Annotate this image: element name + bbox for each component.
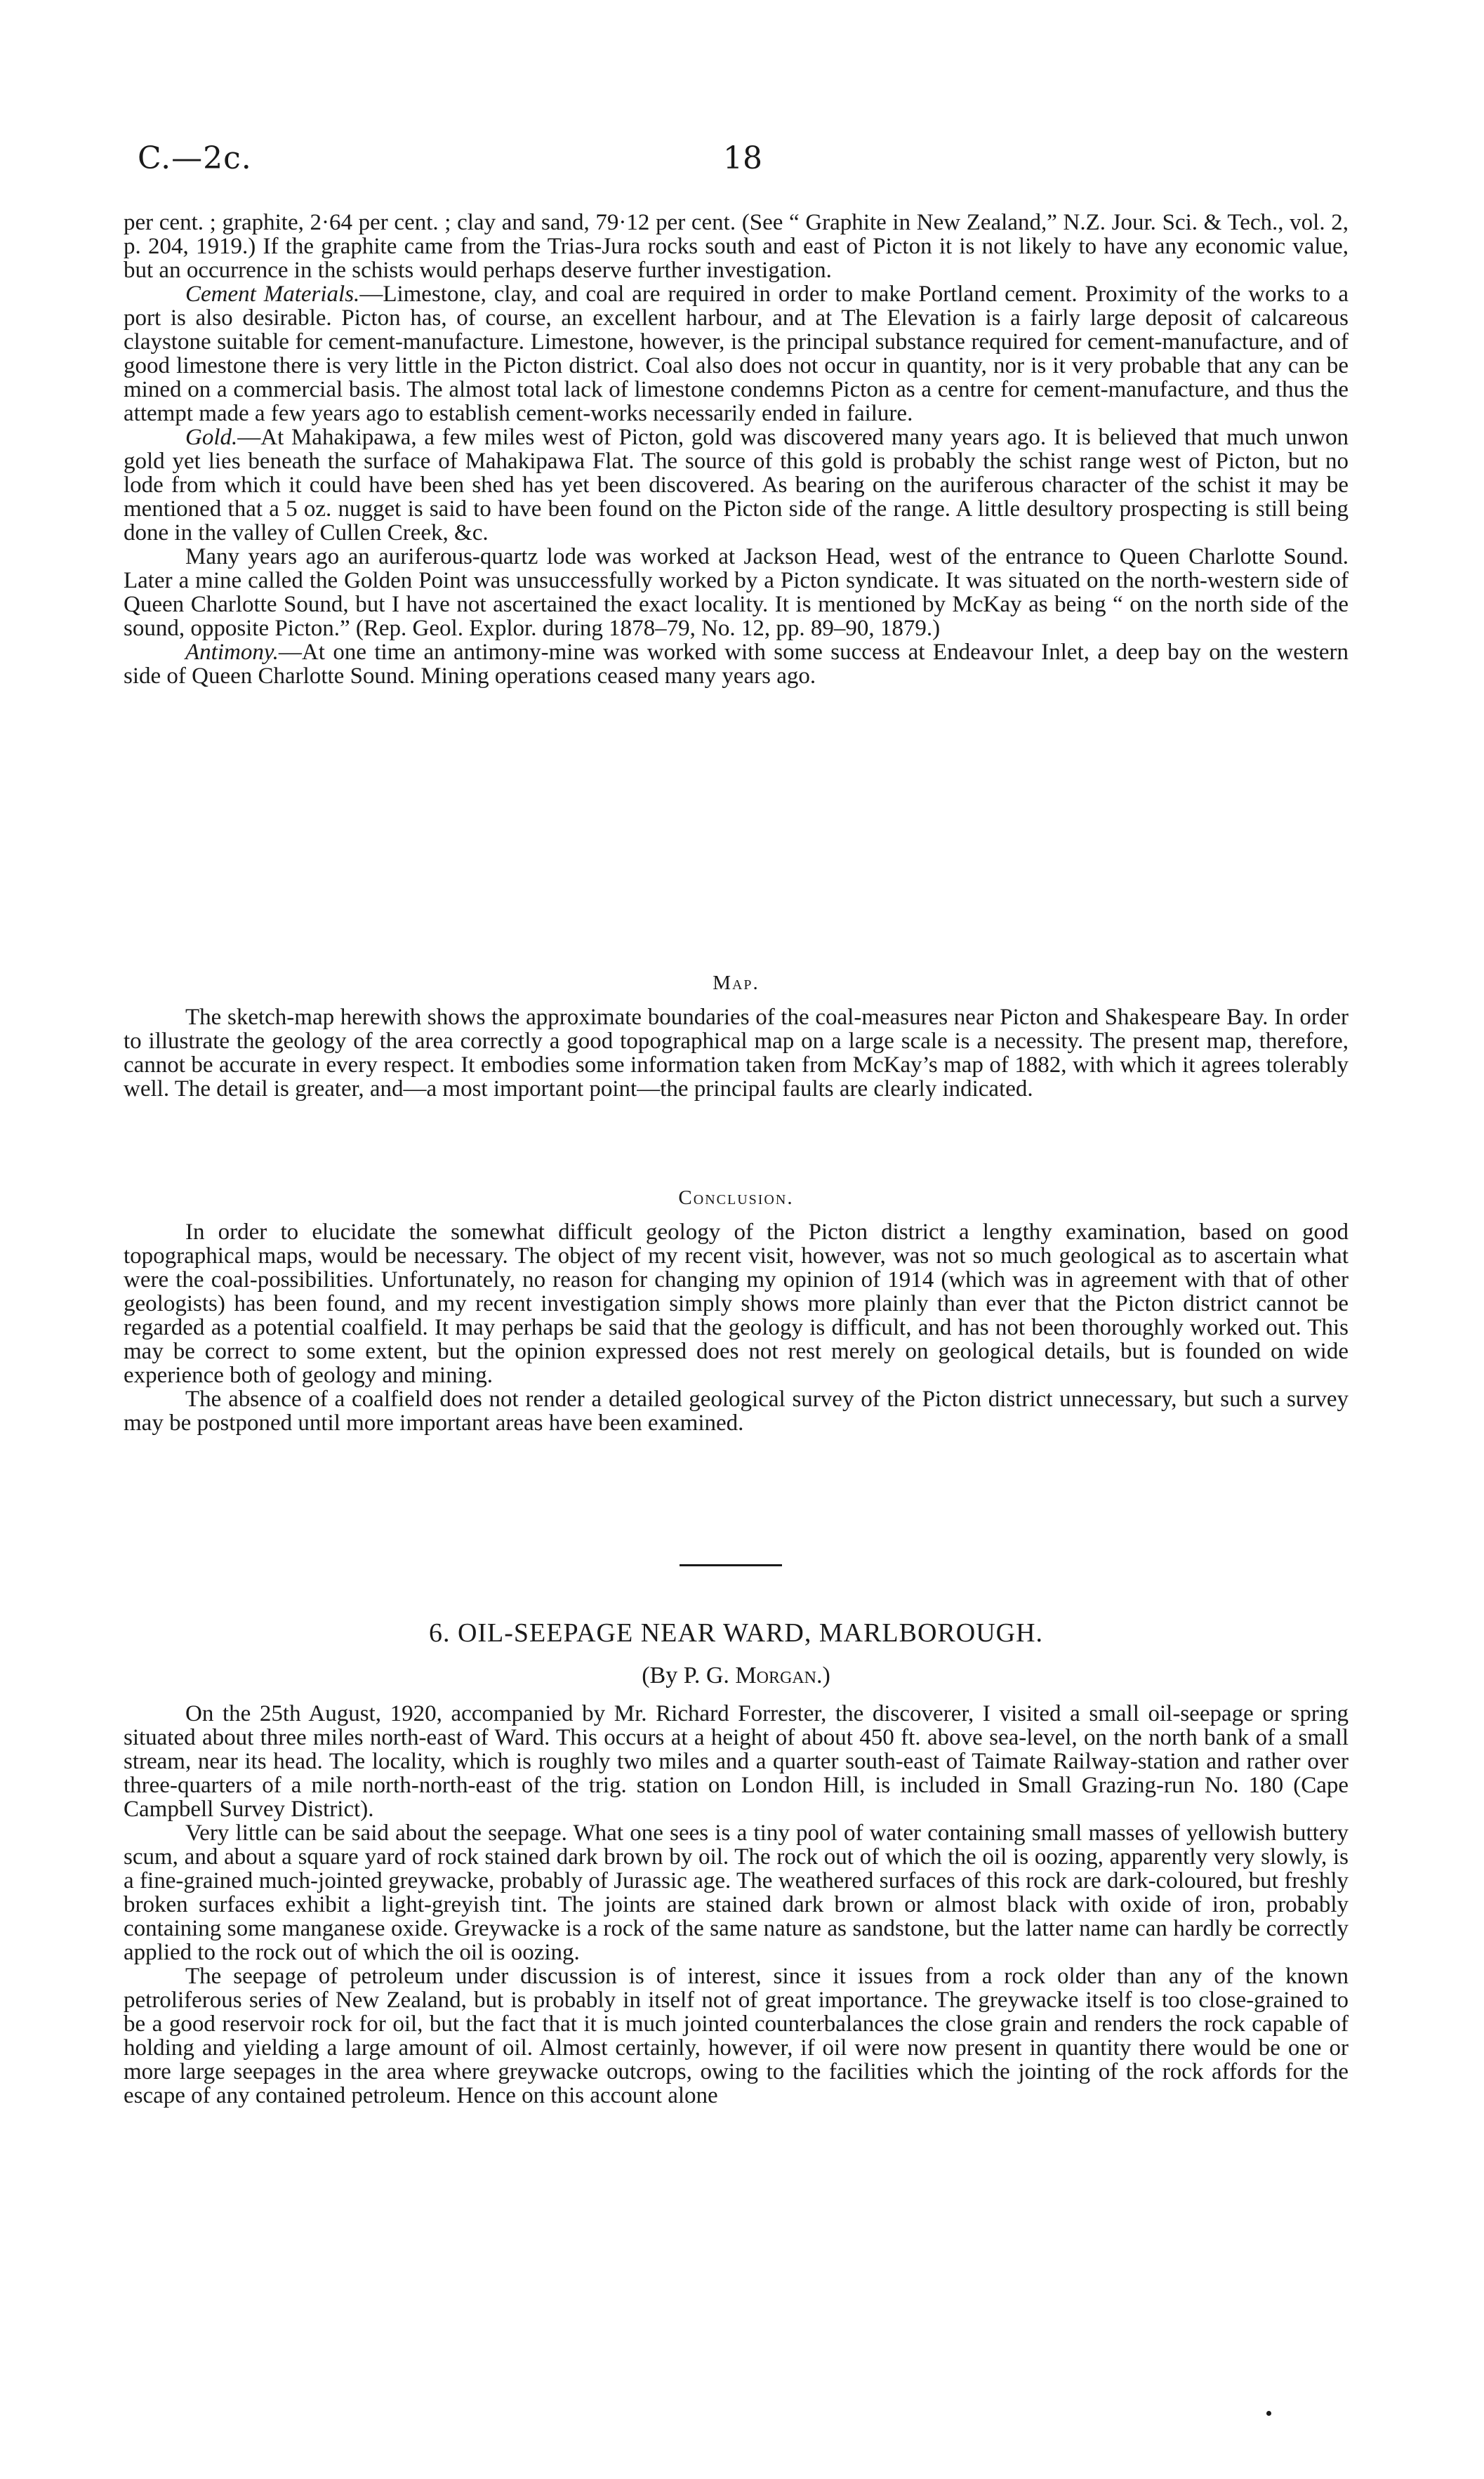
article-paragraph-2: Very little can be said about the seepage. What one sees is a tiny pool of water containing small masses of yellowish buttery scum, and about a square yard of rock stained dark brown by oil. The rock out of which the oil is oozing, apparently very slowly, is a fine-grained much-jointed greywacke, probably of Jurassic age. The weathered surfaces of this rock are dark-coloured, but freshly broken surfaces exhibit a light-greyish tint. The joints are stained dark brown or almost black with oxide of iron, probably containing some manganese oxide. Greywacke is a rock of the same nature as sandstone, but the latter name can hardly be correctly applied to the rock out of which the oil is oozing.: [124, 1820, 1349, 1965]
cement-text: —Limestone, clay, and coal are required in order to make Portland cement. Proximity of the works to a port is also desirable. Picton has, of course, an excellent harbour, and at The Elevation is a fairly large deposit of calcareous claystone suitable for cement-manufacture. Limestone, however, is the principal substance required for cement-manufacture, and of good limestone there is very little in the Picton district. Coal also does not occur in quantity, nor is it very probable that any can be mined on a commercial basis. The almost total lack of limestone condemns Picton as a centre for cement-manufacture, and thus the attempt made a few years ago to establish cement-works necessarily ended in failure.: [124, 282, 1349, 426]
map-heading: Map.: [713, 972, 760, 994]
graphite-paragraph: per cent. ; graphite, 2·64 per cent. ; clay and sand, 79·12 per cent. (See “ Graphite in New Zealand,” N.Z. Jour. Sci. & Tech., vol. 2, p. 204, 1919.) If the graphite came from the Trias-Jura rocks south and east of Picton it is not likely to have any economic value, but an occurrence in the schists would perhaps deserve further investigation.: [124, 210, 1349, 283]
stray-mark: [1266, 2411, 1271, 2416]
antimony-paragraph: [124, 640, 1349, 688]
section-upper-text: [124, 211, 1349, 688]
conclusion-paragraph-1: In order to elucidate the somewhat difficult geology of the Picton district a lengthy examination, based on good topographical maps, would be necessary. The object of my recent visit, however, was not so much geological as to ascertain what were the coal-possibilities. Unfortunately, no reason for changing my opinion of 1914 (which was in agreement with that of other geologists) has been found, and my recent investigation simply shows more plainly than ever that the Picton district cannot be regarded as a potential coalfield. It may perhaps be said that the geology is difficult, and has not been thoroughly worked out. This may be correct to some extent, but the opinion expressed does not rest merely on geological details, but is founded on wide experience both of geology and mining.: [124, 1219, 1349, 1388]
antimony-text: —At one time an antimony-mine was worked with some success at Endeavour Inlet, a deep bay on the western side of Queen Charlotte Sound. Mining operations ceased many years ago.: [124, 640, 1349, 689]
article-paragraph-3: The seepage of petroleum under discussion is of interest, since it issues from a rock older than any of the known petroliferous series of New Zealand, but is probably in itself not of great importance. The greywacke itself is too close-grained to be a good reservoir rock for oil, but the fact that it is much jointed counterbalances the close grain and renders the rock capable of holding and yielding a large amount of oil. Almost certainly, however, if oil were now present in quantity there would be one or more large seepages in the area where greywacke outcrops, owing to the facilities which the jointing of the rock affords for the escape of any contained petroleum. Hence on this account alone: [124, 1964, 1349, 2108]
byline-prefix: (By P. G.: [642, 1662, 736, 1688]
conclusion-paragraph-2: The absence of a coalfield does not render a detailed geological survey of the Picton district unnecessary, but such a survey may be postponed until more important areas have been examined.: [124, 1387, 1349, 1436]
gold-text: —At Mahakipawa, a few miles west of Picton, gold was discovered many years ago. It is believed that much unwon gold yet lies beneath the surface of Mahakipawa Flat. The source of this gold is probably the schist range west of Picton, but no lode from which it could have been shed has yet been discovered. As bearing on the auriferous character of the schist it may be mentioned that a 5 oz. nugget is said to have been found on the Picton side of the range. A little desultory prospecting is still being done in the valley of Cullen Creek, &c.: [124, 425, 1349, 546]
gold-label: Gold.: [185, 425, 238, 450]
byline-suffix: .): [816, 1662, 830, 1688]
section-divider-rule: [680, 1564, 782, 1566]
report-reference: C.—2c.: [138, 140, 252, 176]
cement-paragraph: [124, 282, 1349, 425]
map-section-text: [124, 1005, 1349, 1101]
article-paragraph-1: On the 25th August, 1920, accompanied by Mr. Richard Forrester, the discoverer, I visited a small oil-seepage or spring situated about three miles north-east of Ward. This occurs at a height of about 450 ft. above sea-level, on the north bank of a small stream, near its head. The locality, which is roughly two miles and a quarter south-east of Taimate Railway-station and rather over three-quarters of a mile north-north-east of the trig. station on London Hill, is included in Small Grazing-run No. 180 (Cape Campbell Survey District).: [124, 1701, 1349, 1822]
article-byline: [124, 1662, 1349, 1689]
conclusion-heading: Conclusion.: [678, 1186, 794, 1209]
article-body-text: [124, 1702, 1349, 2108]
conclusion-text: [124, 1220, 1349, 1435]
page-number: 18: [723, 140, 762, 176]
gold-paragraph: [124, 425, 1349, 545]
map-paragraph: The sketch-map herewith shows the approximate boundaries of the coal-measures near Picton and Shakespeare Bay. In order to illustrate the geology of the area correctly a good topographical map on a large scale is a necessity. The present map, therefore, cannot be accurate in every respect. It embodies some information taken from McKay’s map of 1882, with which it agrees tolerably well. The detail is greater, and—a most important point—the principal faults are clearly indicated.: [124, 1005, 1349, 1102]
cement-label: Cement Materials.: [185, 282, 360, 307]
quartz-paragraph: Many years ago an auriferous-quartz lode was worked at Jackson Head, west of the entrance to Queen Charlotte Sound. Later a mine called the Golden Point was unsuccessfully worked by a Picton syndicate. It was situated on the north-western side of Queen Charlotte Sound, but I have not ascertained the exact locality. It is mentioned by McKay as being “ on the north side of the sound, opposite Picton.” (Rep. Geol. Explor. during 1878–79, No. 12, pp. 89–90, 1879.): [124, 544, 1349, 641]
byline-author: Morgan: [735, 1662, 816, 1688]
article-title: 6. OIL-SEEPAGE NEAR WARD, MARLBOROUGH.: [428, 1618, 1044, 1648]
antimony-label: Antimony.: [185, 640, 279, 665]
